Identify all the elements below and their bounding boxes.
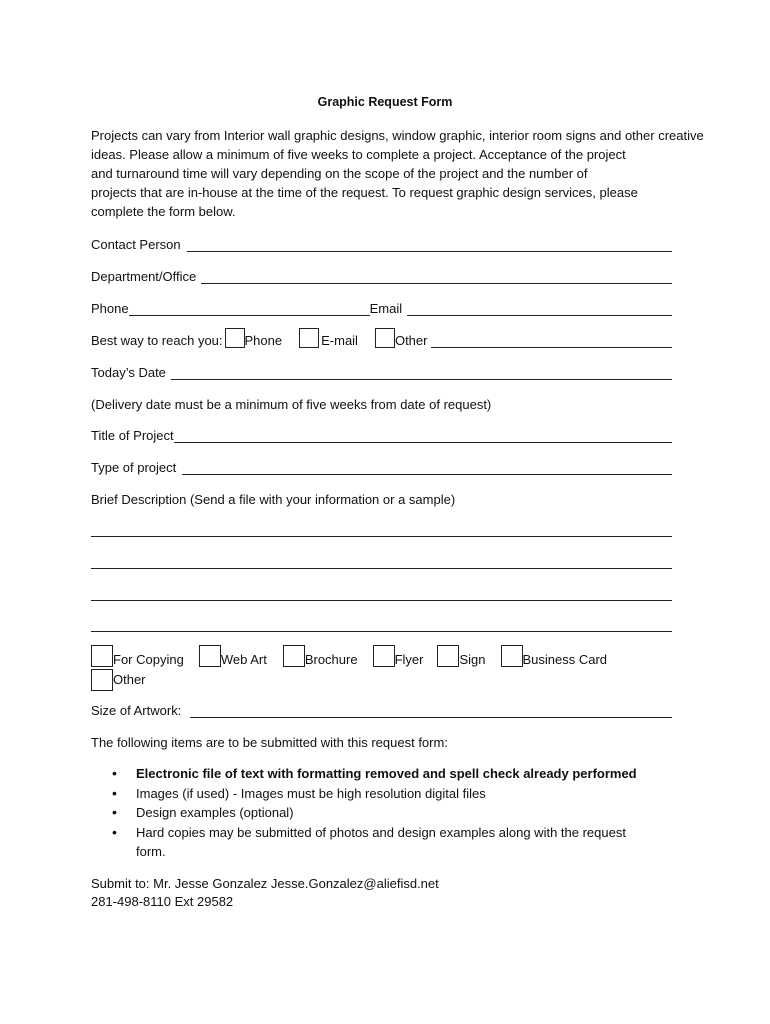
phone-label: Phone [91, 301, 129, 316]
reach-other-checkbox[interactable] [375, 328, 395, 348]
business-card-label: Business Card [522, 652, 608, 667]
reach-phone-label: Phone [244, 333, 283, 348]
todays-date-field[interactable] [171, 365, 672, 380]
for-copying-checkbox[interactable] [91, 645, 113, 667]
intro-line: projects that are in-house at the time of the request. To request graphic design services, please [91, 185, 638, 200]
reach-row [91, 326, 672, 348]
other-label: Other [113, 672, 146, 687]
submit-to-line: Submit to: Mr. Jesse Gonzalez Jesse.Gonzalez@aliefisd.net [91, 876, 439, 891]
list-item-continuation [112, 842, 692, 862]
list-item-text: Hard copies may be submitted of photos and design examples along with the request [136, 824, 626, 840]
reach-other-label: Other [394, 333, 428, 348]
reach-other-field[interactable] [431, 333, 672, 348]
other-checkbox[interactable] [91, 669, 113, 691]
phone-field[interactable] [129, 301, 370, 316]
items-intro [91, 730, 448, 750]
submit-info [91, 875, 439, 911]
size-field[interactable] [190, 703, 672, 718]
project-title-field[interactable] [174, 428, 672, 443]
list-item: • Hard copies may be submitted of photos and design examples along with the request [112, 823, 692, 843]
for-copying-label: For Copying [113, 652, 184, 667]
submission-items-list [112, 764, 692, 862]
description-line[interactable] [91, 631, 672, 632]
email-label: Email [369, 301, 403, 316]
list-item: • Electronic file of text with formatting removed and spell check already performed [112, 764, 692, 784]
intro-line: and turnaround time will vary depending on the scope of the project and the number of [91, 166, 588, 181]
delivery-note [91, 392, 491, 412]
intro-line: complete the form below. [91, 204, 236, 219]
web-art-checkbox[interactable] [199, 645, 221, 667]
brochure-checkbox[interactable] [283, 645, 305, 667]
list-item-text: Design examples (optional) [136, 805, 294, 820]
description-line[interactable] [91, 568, 672, 569]
size-label: Size of Artwork: [91, 703, 182, 718]
list-item: • Design examples (optional) [112, 803, 692, 823]
description-line[interactable] [91, 600, 672, 601]
reach-email-label: E-mail [321, 333, 358, 348]
list-item-text: Electronic file of text with formatting removed and spell check already performed [136, 766, 637, 781]
web-art-label: Web Art [220, 652, 267, 667]
contact-person-label: Contact Person [91, 237, 181, 252]
contact-person-field[interactable] [187, 237, 672, 252]
list-item-text: form. [136, 844, 166, 859]
form-title: Graphic Request Form [317, 95, 453, 109]
sign-label: Sign [459, 652, 486, 667]
artwork-other-row [91, 667, 146, 691]
reach-phone-checkbox[interactable] [225, 328, 245, 348]
department-row [91, 264, 672, 284]
items-intro-text: The following items are to be submitted with this request form: [91, 735, 448, 750]
list-item-text: Images (if used) - Images must be high resolution digital files [136, 785, 486, 801]
reach-email-checkbox[interactable] [299, 328, 319, 348]
project-title-label: Title of Project [91, 428, 174, 443]
email-field[interactable] [407, 301, 672, 316]
description-row [91, 487, 455, 507]
intro-paragraph [91, 126, 761, 221]
flyer-label: Flyer [394, 652, 424, 667]
intro-line: ideas. Please allow a minimum of five weeks to complete a project. Acceptance of the project [91, 147, 626, 162]
description-line[interactable] [91, 536, 672, 537]
list-item: • Images (if used) - Images must be high resolution digital files [112, 784, 692, 804]
contact-person-row [91, 232, 672, 252]
size-row [91, 698, 672, 718]
reach-label: Best way to reach you: [91, 333, 223, 348]
project-type-field[interactable] [182, 460, 672, 475]
submit-phone-line: 281-498-8110 Ext 29582 [91, 894, 234, 909]
project-title-row [91, 423, 672, 443]
department-label: Department/Office [91, 269, 197, 284]
brochure-label: Brochure [304, 652, 358, 667]
flyer-checkbox[interactable] [373, 645, 395, 667]
department-field[interactable] [201, 269, 672, 284]
intro-line: Projects can vary from Interior wall graphic designs, window graphic, interior room signs and other creative [91, 128, 704, 143]
project-type-row [91, 455, 672, 475]
phone-email-row [91, 296, 672, 316]
business-card-checkbox[interactable] [501, 645, 523, 667]
project-type-label: Type of project [91, 460, 177, 475]
todays-date-label: Today’s Date [91, 365, 166, 380]
delivery-note-text: (Delivery date must be a minimum of five weeks from date of request) [91, 397, 492, 412]
description-label: Brief Description (Send a file with your information or a sample) [91, 492, 456, 507]
artwork-types-row [91, 643, 607, 667]
todays-date-row [91, 360, 672, 380]
sign-checkbox[interactable] [437, 645, 459, 667]
